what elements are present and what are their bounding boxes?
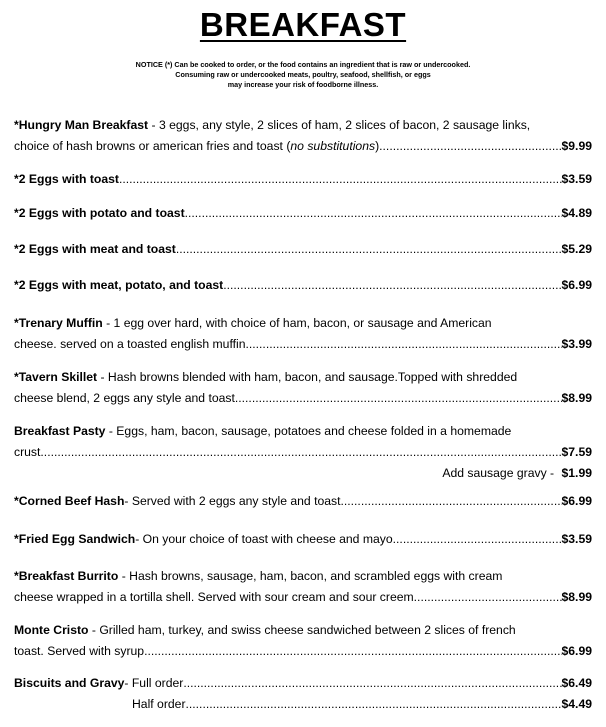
item-price: $3.99 (561, 337, 592, 351)
item-price: $3.59 (561, 532, 592, 546)
dot-leader (185, 203, 562, 224)
half-order-price: $4.49 (561, 697, 592, 711)
item-description: cheese blend, 2 eggs any style and toast (14, 391, 235, 405)
item-description: - 3 eggs, any style, 2 slices of ham, 2 slices of bacon, 2 sausage links, (148, 118, 531, 132)
menu-item-biscuits-and-gravy (14, 673, 592, 715)
item-description: choice of hash browns or american fries and toast ( (14, 139, 291, 153)
menu-item-2-eggs-potato-toast (14, 203, 592, 224)
menu-title: BREAKFAST (199, 6, 407, 43)
item-price: $6.99 (561, 494, 592, 508)
item-name: *2 Eggs with meat, potato, and toast (14, 278, 224, 292)
item-description: toast. Served with syrup (14, 644, 145, 658)
item-price: $6.49 (561, 676, 592, 690)
item-description: - On your choice of toast with cheese and mayo (135, 532, 393, 546)
menu-item-breakfast-pasty (14, 421, 592, 484)
item-description-note: no substitutions (290, 139, 376, 153)
menu-item-2-eggs-meat-toast (14, 239, 592, 260)
item-price: $8.99 (561, 391, 592, 405)
item-name: Breakfast Pasty (14, 424, 106, 438)
item-name: *Hungry Man Breakfast (14, 118, 149, 132)
menu-item-fried-egg-sandwich (14, 529, 592, 550)
item-description: - Full order (124, 676, 184, 690)
item-name: *Trenary Muffin (14, 316, 103, 330)
item-description: - Hash browns, sausage, ham, bacon, and scrambled eggs with cream (118, 569, 503, 583)
item-name: *2 Eggs with meat and toast (14, 242, 176, 256)
dot-leader (223, 275, 561, 296)
item-name: Biscuits and Gravy (14, 676, 125, 690)
item-name: Monte Cristo (14, 623, 89, 637)
dot-leader (183, 673, 561, 694)
menu-item-hungry-man-breakfast (14, 115, 592, 157)
dot-leader (393, 529, 562, 550)
item-name: *2 Eggs with toast (14, 172, 119, 186)
dot-leader (186, 694, 562, 715)
item-price: $9.99 (561, 139, 592, 153)
item-description: crust (14, 445, 41, 459)
menu-item-trenary-muffin (14, 313, 592, 355)
menu-item-2-eggs-meat-potato-toast (14, 275, 592, 296)
item-description: ) (375, 139, 380, 153)
dot-leader (246, 334, 562, 355)
menu-item-2-eggs-toast (14, 169, 592, 190)
menu-item-tavern-skillet (14, 367, 592, 409)
addon-line (14, 463, 592, 484)
dot-leader (119, 169, 562, 190)
health-notice (0, 60, 606, 90)
half-order-label: Half order (132, 697, 186, 711)
dot-leader (176, 239, 562, 260)
item-name: *Corned Beef Hash (14, 494, 125, 508)
item-price: $7.59 (561, 445, 592, 459)
item-price: $8.99 (561, 590, 592, 604)
dot-leader (379, 136, 561, 157)
addon-price: $1.99 (561, 466, 592, 480)
item-name: *Tavern Skillet (14, 370, 98, 384)
notice-line: Consuming raw or undercooked meats, poultry, seafood, shellfish, or eggs (175, 70, 431, 79)
dot-leader (144, 641, 561, 662)
dot-leader (414, 587, 562, 608)
item-price: $6.99 (561, 278, 592, 292)
item-description: - Eggs, ham, bacon, sausage, potatoes and cheese folded in a homemade (105, 424, 512, 438)
item-description: - Served with 2 eggs any style and toast (124, 494, 341, 508)
item-description: cheese. served on a toasted english muffin (14, 337, 246, 351)
notice-line: NOTICE (*) Can be cooked to order, or the food contains an ingredient that is raw or undercooked. (135, 60, 471, 69)
notice-line: may increase your risk of foodborne illness. (227, 80, 379, 89)
item-description: cheese wrapped in a tortilla shell. Served with sour cream and sour creem (14, 590, 414, 604)
item-name: *Fried Egg Sandwich (14, 532, 136, 546)
menu-item-breakfast-burrito (14, 566, 592, 608)
item-price: $4.89 (561, 206, 592, 220)
item-description: - Hash browns blended with ham, bacon, and sausage.Topped with shredded (97, 370, 518, 384)
item-price: $3.59 (561, 172, 592, 186)
dot-leader (341, 491, 562, 512)
addon-label: Add sausage gravy - (442, 466, 558, 480)
item-price: $5.29 (561, 242, 592, 256)
item-description: - 1 egg over hard, with choice of ham, bacon, or sausage and American (102, 316, 492, 330)
menu-item-corned-beef-hash (14, 491, 592, 512)
item-description: - Grilled ham, turkey, and swiss cheese sandwiched between 2 slices of french (88, 623, 516, 637)
dot-leader (40, 442, 561, 463)
item-name: *2 Eggs with potato and toast (14, 206, 185, 220)
item-price: $6.99 (561, 644, 592, 658)
menu-item-monte-cristo (14, 620, 592, 662)
dot-leader (235, 388, 562, 409)
item-name: *Breakfast Burrito (14, 569, 119, 583)
